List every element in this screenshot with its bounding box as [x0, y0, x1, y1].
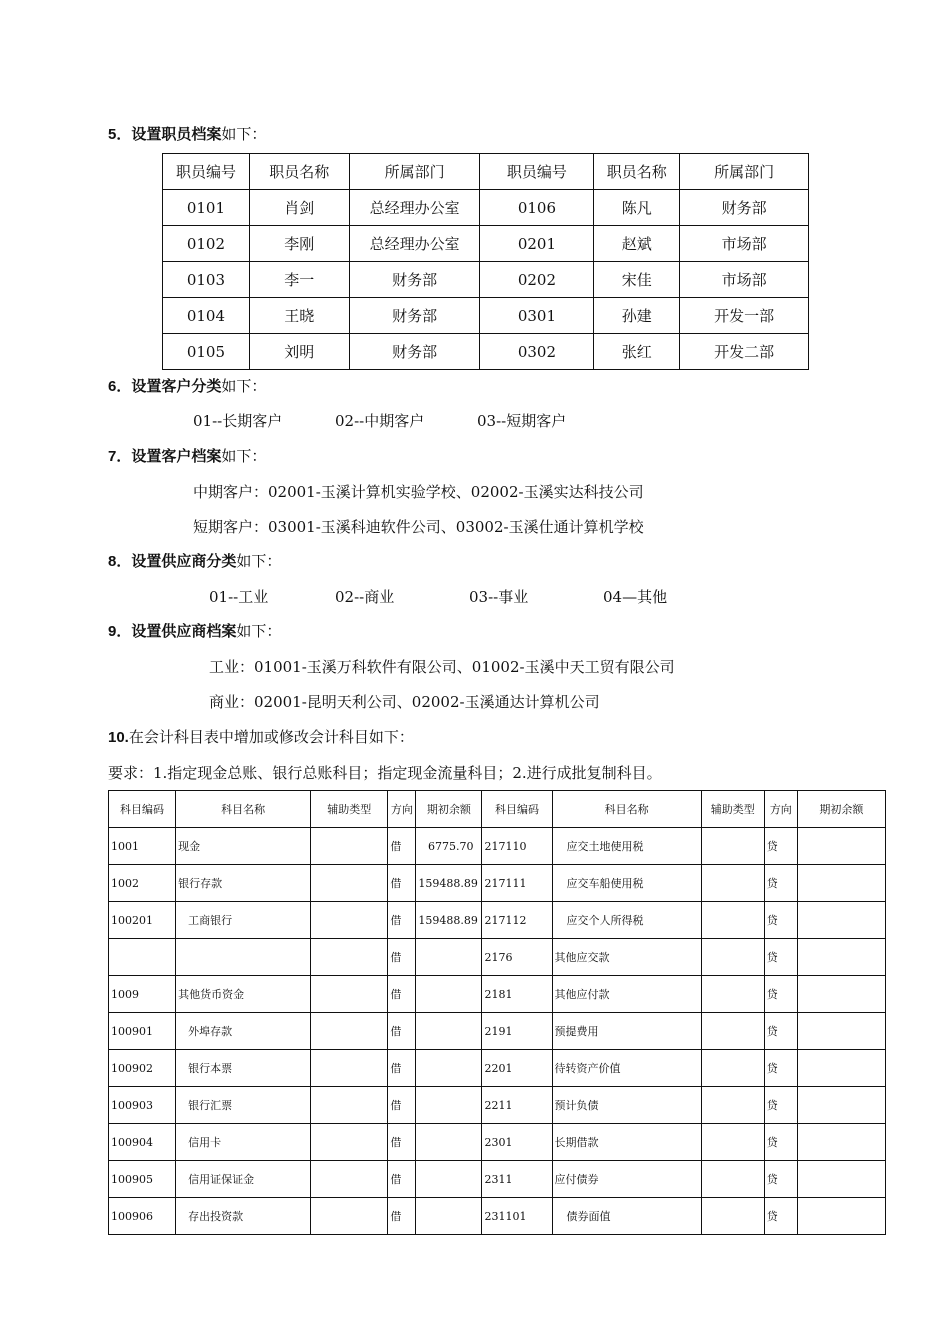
table-header-row [163, 154, 809, 190]
table-cell: 银行存款 [176, 865, 311, 902]
table-cell: 其他货币资金 [176, 976, 311, 1013]
table-cell: 贷 [764, 939, 797, 976]
table-cell [701, 828, 764, 865]
table-cell: 信用卡 [176, 1124, 311, 1161]
table-row [109, 1198, 886, 1235]
table-cell: 2201 [482, 1050, 552, 1087]
table-cell: 100903 [109, 1087, 176, 1124]
section-title: 设置客户分类 [131, 377, 222, 395]
column-header: 方向 [764, 791, 797, 828]
table-cell: 借 [388, 865, 416, 902]
table-row [109, 939, 886, 976]
table-cell: 100901 [109, 1013, 176, 1050]
table-cell [797, 939, 885, 976]
table-cell: 0201 [480, 226, 594, 262]
table-cell [701, 1198, 764, 1235]
table-cell: 2311 [482, 1161, 552, 1198]
table-cell: 100904 [109, 1124, 176, 1161]
table-cell: 财务部 [349, 298, 480, 334]
table-cell: 借 [388, 976, 416, 1013]
table-cell [797, 1161, 885, 1198]
table-cell: 财务部 [349, 334, 480, 370]
table-cell: 应交土地使用税 [552, 828, 701, 865]
column-header: 所属部门 [349, 154, 480, 190]
column-header: 职员名称 [594, 154, 680, 190]
column-header: 科目名称 [552, 791, 701, 828]
table-cell: 0301 [480, 298, 594, 334]
table-cell: 217111 [482, 865, 552, 902]
section-8-heading [108, 551, 281, 572]
table-cell: 0102 [163, 226, 250, 262]
table-cell: 宋佳 [594, 262, 680, 298]
table-cell: 231101 [482, 1198, 552, 1235]
table-cell: 贷 [764, 1050, 797, 1087]
section-title: 设置供应商分类 [131, 552, 237, 570]
table-cell: 王晓 [249, 298, 349, 334]
section-6-heading [108, 376, 266, 397]
table-cell [311, 976, 388, 1013]
table-cell [311, 1013, 388, 1050]
section-title: 设置客户档案 [131, 447, 222, 465]
table-cell [797, 976, 885, 1013]
table-cell: 6775.70 [416, 828, 482, 865]
table-cell: 借 [388, 1198, 416, 1235]
table-cell [797, 1050, 885, 1087]
table-cell: 100905 [109, 1161, 176, 1198]
table-cell: 银行汇票 [176, 1087, 311, 1124]
table-cell: 陈凡 [594, 190, 680, 226]
table-cell: 李一 [249, 262, 349, 298]
section-suffix: 如下： [236, 622, 282, 640]
table-cell: 贷 [764, 865, 797, 902]
table-cell: 外埠存款 [176, 1013, 311, 1050]
supplier-class-item: 04—其他 [603, 588, 668, 606]
table-cell: 借 [388, 1087, 416, 1124]
table-cell [176, 939, 311, 976]
table-cell [701, 865, 764, 902]
table-row [109, 865, 886, 902]
table-cell [797, 1013, 885, 1050]
account-table [108, 790, 886, 1235]
table-cell: 预计负债 [552, 1087, 701, 1124]
table-cell: 贷 [764, 1161, 797, 1198]
section-number: 8． [108, 553, 132, 570]
table-cell [701, 1050, 764, 1087]
table-cell [416, 1198, 482, 1235]
table-cell: 159488.89 [416, 902, 482, 939]
column-header: 科目编码 [109, 791, 176, 828]
table-cell: 债券面值 [552, 1198, 701, 1235]
section-suffix: 如下： [221, 447, 267, 465]
table-cell: 应交个人所得税 [552, 902, 701, 939]
table-cell [416, 1050, 482, 1087]
table-cell [311, 1161, 388, 1198]
table-row [109, 1161, 886, 1198]
customer-class-item: 02--中期客户 [335, 412, 425, 430]
table-row [109, 1013, 886, 1050]
table-cell [797, 865, 885, 902]
section-number: 6． [108, 378, 132, 395]
customer-record-line: 中期客户：02001-玉溪计算机实验学校、02002-玉溪实达科技公司 [193, 483, 644, 501]
supplier-class-item: 01--工业 [209, 588, 269, 606]
table-cell: 1001 [109, 828, 176, 865]
table-cell: 长期借款 [552, 1124, 701, 1161]
section-7-heading [108, 446, 266, 467]
section-number: 5． [108, 126, 132, 143]
column-header: 所属部门 [680, 154, 809, 190]
table-cell [701, 902, 764, 939]
section-number: 10. [108, 729, 129, 746]
section-suffix: 如下： [221, 125, 267, 143]
column-header: 科目编码 [482, 791, 552, 828]
table-cell [311, 828, 388, 865]
table-cell: 待转资产价值 [552, 1050, 701, 1087]
table-cell: 市场部 [680, 226, 809, 262]
table-cell: 2211 [482, 1087, 552, 1124]
table-cell: 市场部 [680, 262, 809, 298]
table-cell: 李刚 [249, 226, 349, 262]
table-cell [416, 976, 482, 1013]
table-cell: 存出投资款 [176, 1198, 311, 1235]
table-cell: 2191 [482, 1013, 552, 1050]
table-cell: 100906 [109, 1198, 176, 1235]
table-cell [701, 1013, 764, 1050]
column-header: 方向 [388, 791, 416, 828]
table-row [109, 1087, 886, 1124]
supplier-class-item: 03--事业 [469, 588, 529, 606]
table-cell: 0103 [163, 262, 250, 298]
table-cell: 借 [388, 902, 416, 939]
table-cell: 借 [388, 1013, 416, 1050]
table-cell [416, 1161, 482, 1198]
section-suffix: 如下： [221, 377, 267, 395]
column-header: 辅助类型 [701, 791, 764, 828]
table-cell: 0105 [163, 334, 250, 370]
table-cell: 预提费用 [552, 1013, 701, 1050]
section-9-heading [108, 621, 281, 642]
table-row [109, 902, 886, 939]
table-cell: 信用证保证金 [176, 1161, 311, 1198]
column-header: 辅助类型 [311, 791, 388, 828]
table-cell: 100902 [109, 1050, 176, 1087]
table-cell: 张红 [594, 334, 680, 370]
table-cell: 借 [388, 1124, 416, 1161]
supplier-record-line: 商业：02001-昆明天利公司、02002-玉溪通达计算机公司 [209, 693, 600, 711]
table-cell: 217110 [482, 828, 552, 865]
section-title: 设置供应商档案 [131, 622, 237, 640]
table-row [109, 828, 886, 865]
table-cell [311, 865, 388, 902]
table-cell [797, 828, 885, 865]
table-cell: 1002 [109, 865, 176, 902]
table-cell [797, 1087, 885, 1124]
table-cell: 0302 [480, 334, 594, 370]
table-cell: 贷 [764, 1124, 797, 1161]
table-row [109, 1050, 886, 1087]
table-cell: 贷 [764, 1198, 797, 1235]
table-row [109, 1124, 886, 1161]
table-cell: 2176 [482, 939, 552, 976]
table-cell: 100201 [109, 902, 176, 939]
table-cell [797, 902, 885, 939]
table-cell [701, 976, 764, 1013]
table-cell: 1009 [109, 976, 176, 1013]
employee-table [162, 153, 809, 370]
table-row [163, 298, 809, 334]
table-row [163, 334, 809, 370]
column-header: 职员编号 [480, 154, 594, 190]
customer-class-item: 03--短期客户 [477, 412, 567, 430]
table-cell: 应交车船使用税 [552, 865, 701, 902]
table-cell: 0104 [163, 298, 250, 334]
table-cell: 2301 [482, 1124, 552, 1161]
table-cell [311, 939, 388, 976]
table-cell: 财务部 [680, 190, 809, 226]
table-cell: 孙建 [594, 298, 680, 334]
section-title: 设置职员档案 [131, 125, 222, 143]
table-cell: 159488.89 [416, 865, 482, 902]
table-cell: 刘明 [249, 334, 349, 370]
table-cell: 借 [388, 1050, 416, 1087]
table-cell: 肖剑 [249, 190, 349, 226]
table-cell [311, 1050, 388, 1087]
table-cell: 0106 [480, 190, 594, 226]
table-row [109, 976, 886, 1013]
table-row [163, 226, 809, 262]
table-cell [311, 902, 388, 939]
table-cell [311, 1124, 388, 1161]
section-10-heading [108, 727, 414, 748]
table-cell [416, 1124, 482, 1161]
column-header: 期初余额 [797, 791, 885, 828]
table-cell: 贷 [764, 902, 797, 939]
table-cell: 财务部 [349, 262, 480, 298]
table-cell: 其他应交款 [552, 939, 701, 976]
requirement-text: 要求：1.指定现金总账、银行总账科目；指定现金流量科目；2.进行成批复制科目。 [108, 764, 662, 782]
section-number: 9． [108, 623, 132, 640]
customer-class-item: 01--长期客户 [193, 412, 283, 430]
table-cell [797, 1124, 885, 1161]
section-suffix: 如下： [236, 552, 282, 570]
table-cell: 总经理办公室 [349, 190, 480, 226]
table-cell: 2181 [482, 976, 552, 1013]
table-row [163, 190, 809, 226]
table-cell: 总经理办公室 [349, 226, 480, 262]
table-cell: 217112 [482, 902, 552, 939]
table-cell: 开发一部 [680, 298, 809, 334]
table-cell [416, 939, 482, 976]
customer-record-line: 短期客户：03001-玉溪科迪软件公司、03002-玉溪仕通计算机学校 [193, 518, 644, 536]
section-number: 7． [108, 448, 132, 465]
table-row [163, 262, 809, 298]
table-cell: 工商银行 [176, 902, 311, 939]
table-cell: 贷 [764, 976, 797, 1013]
section-suffix: 在会计科目表中增加或修改会计科目如下： [128, 728, 414, 746]
supplier-class-item: 02--商业 [335, 588, 395, 606]
table-cell [311, 1198, 388, 1235]
table-cell: 银行本票 [176, 1050, 311, 1087]
table-cell [797, 1198, 885, 1235]
table-cell: 借 [388, 939, 416, 976]
table-cell: 贷 [764, 1013, 797, 1050]
table-cell: 0202 [480, 262, 594, 298]
table-cell: 借 [388, 828, 416, 865]
table-cell: 其他应付款 [552, 976, 701, 1013]
column-header: 科目名称 [176, 791, 311, 828]
table-cell: 赵斌 [594, 226, 680, 262]
column-header: 职员编号 [163, 154, 250, 190]
table-cell [701, 1087, 764, 1124]
table-cell [701, 1161, 764, 1198]
table-cell: 贷 [764, 1087, 797, 1124]
table-header-row [109, 791, 886, 828]
column-header: 职员名称 [249, 154, 349, 190]
supplier-record-line: 工业：01001-玉溪万科软件有限公司、01002-玉溪中天工贸有限公司 [209, 658, 675, 676]
table-cell [311, 1087, 388, 1124]
table-cell: 贷 [764, 828, 797, 865]
column-header: 期初余额 [416, 791, 482, 828]
table-cell [416, 1013, 482, 1050]
table-cell: 现金 [176, 828, 311, 865]
table-cell: 应付债券 [552, 1161, 701, 1198]
table-cell [701, 939, 764, 976]
table-cell: 借 [388, 1161, 416, 1198]
table-cell [416, 1087, 482, 1124]
table-cell [701, 1124, 764, 1161]
table-cell: 开发二部 [680, 334, 809, 370]
table-cell: 0101 [163, 190, 250, 226]
table-cell [109, 939, 176, 976]
section-5-heading [108, 124, 266, 145]
